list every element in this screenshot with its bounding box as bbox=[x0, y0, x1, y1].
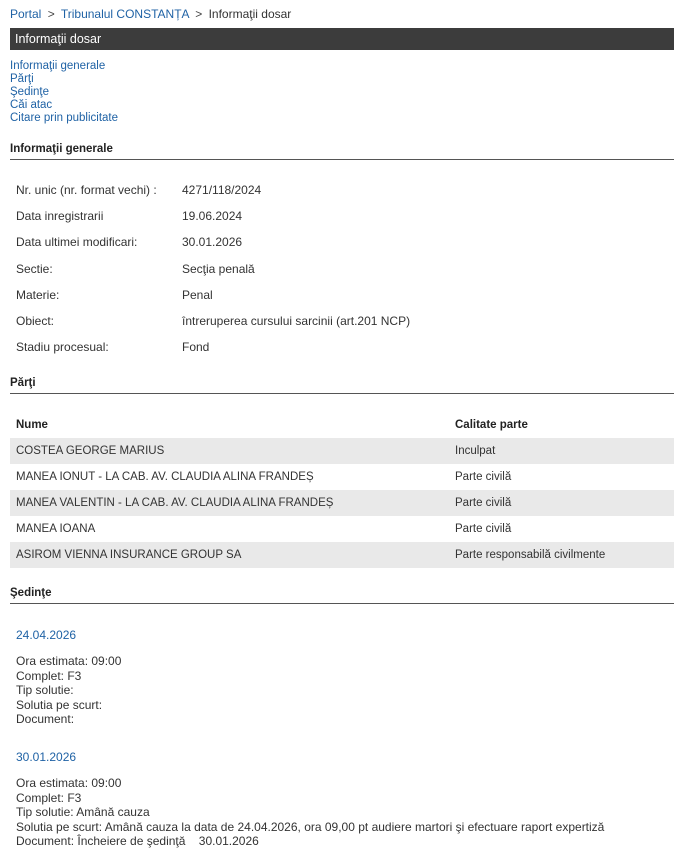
sedinta-date: 30.01.2026 bbox=[16, 750, 77, 764]
page-title: Informaţii dosar bbox=[10, 28, 674, 50]
party-name: MANEA IONUT - LA CAB. AV. CLAUDIA ALINA FRANDEȘ bbox=[16, 471, 314, 483]
table-row bbox=[10, 490, 674, 516]
info-row-materie bbox=[16, 288, 213, 302]
nav-link-informatii-generale[interactable]: Informaţii generale bbox=[10, 60, 106, 72]
info-label: Sectie: bbox=[16, 262, 53, 276]
info-row-data-inregistrarii bbox=[16, 209, 242, 223]
parti-table bbox=[10, 412, 674, 568]
info-label: Data inregistrarii bbox=[16, 209, 104, 223]
breadcrumb-current: Informaţii dosar bbox=[208, 7, 292, 21]
info-row-obiect bbox=[16, 314, 410, 328]
party-role: Parte civilă bbox=[455, 523, 512, 535]
info-value: întreruperea cursului sarcinii (art.201 NCP) bbox=[182, 314, 411, 328]
section-heading-parti: Părţi bbox=[10, 377, 674, 394]
nav-link-sedinte[interactable]: Şedinţe bbox=[10, 86, 50, 98]
section-nav bbox=[10, 60, 118, 125]
party-role: Parte responsabilă civilmente bbox=[449, 542, 674, 568]
sedinta-tip-solutie: Tip solutie: bbox=[16, 683, 74, 697]
info-row-nr-unic bbox=[16, 183, 261, 197]
nav-link-citare-publicitate[interactable]: Citare prin publicitate bbox=[10, 112, 119, 124]
sedinta-document: Document: bbox=[16, 712, 75, 726]
info-row-data-modificari bbox=[16, 235, 242, 249]
sedinta-solutia-pe-scurt: Solutia pe scurt: Amână cauza la data de 24.04.2026, ora 09,00 pt audiere martori şi efectuare raport expertiză bbox=[16, 819, 605, 834]
sedinta-ora: Ora estimata: 09:00 bbox=[16, 654, 122, 668]
section-heading-sedinte: Şedinţe bbox=[10, 587, 674, 604]
sedinta-details bbox=[16, 654, 121, 727]
info-value: Fond bbox=[182, 340, 210, 354]
party-role: Inculpat bbox=[449, 438, 674, 464]
table-header-row bbox=[10, 412, 674, 438]
info-value: Secţia penală bbox=[182, 262, 255, 276]
party-name: ASIROM VIENNA INSURANCE GROUP SA bbox=[10, 542, 449, 568]
sedinta-solutia-pe-scurt: Solutia pe scurt: bbox=[16, 697, 103, 712]
sedinta-document[interactable]: Document: Încheiere de şedinţă 30.01.2026 bbox=[16, 834, 259, 848]
info-row-sectie bbox=[16, 262, 255, 276]
info-label: Data ultimei modificari: bbox=[16, 235, 138, 249]
party-role: Parte civilă bbox=[449, 490, 674, 516]
breadcrumb-court-link[interactable]: Tribunalul CONSTANȚA bbox=[60, 7, 189, 21]
table-row bbox=[10, 438, 674, 464]
column-header-calitate: Calitate parte bbox=[455, 419, 528, 431]
breadcrumb-separator: > bbox=[195, 7, 203, 21]
breadcrumb-portal-link[interactable]: Portal bbox=[10, 7, 42, 21]
info-label: Stadiu procesual: bbox=[16, 340, 109, 354]
section-heading-general: Informaţii generale bbox=[10, 143, 674, 160]
info-value: 30.01.2026 bbox=[182, 235, 243, 249]
info-row-stadiu bbox=[16, 340, 209, 354]
table-row bbox=[10, 542, 674, 568]
nav-link-cai-atac[interactable]: Căi atac bbox=[10, 99, 53, 111]
party-name: MANEA IOANA bbox=[16, 523, 96, 535]
info-value: 19.06.2024 bbox=[182, 209, 243, 223]
sedinta-ora: Ora estimata: 09:00 bbox=[16, 776, 122, 790]
sedinta-details bbox=[16, 776, 604, 849]
breadcrumb-separator: > bbox=[47, 7, 55, 21]
info-label: Nr. unic (nr. format vechi) : bbox=[16, 183, 157, 197]
party-name: MANEA VALENTIN - LA CAB. AV. CLAUDIA ALINA FRANDEȘ bbox=[10, 490, 449, 516]
table-row bbox=[10, 516, 674, 542]
sedinta-tip-solutie: Tip solutie: Amână cauza bbox=[16, 805, 150, 819]
nav-link-parti[interactable]: Părţi bbox=[10, 73, 34, 85]
table-row bbox=[10, 464, 674, 490]
sedinta-complet: Complet: F3 bbox=[16, 790, 82, 805]
info-label: Obiect: bbox=[16, 314, 55, 328]
info-label: Materie: bbox=[16, 288, 60, 302]
party-name: COSTEA GEORGE MARIUS bbox=[10, 438, 449, 464]
sedinta-complet: Complet: F3 bbox=[16, 668, 82, 683]
party-role: Parte civilă bbox=[455, 471, 512, 483]
info-value: Penal bbox=[182, 288, 213, 302]
column-header-nume: Nume bbox=[16, 419, 48, 431]
sedinta-date: 24.04.2026 bbox=[16, 628, 77, 642]
breadcrumb bbox=[10, 7, 291, 21]
info-value: 4271/118/2024 bbox=[182, 183, 262, 197]
